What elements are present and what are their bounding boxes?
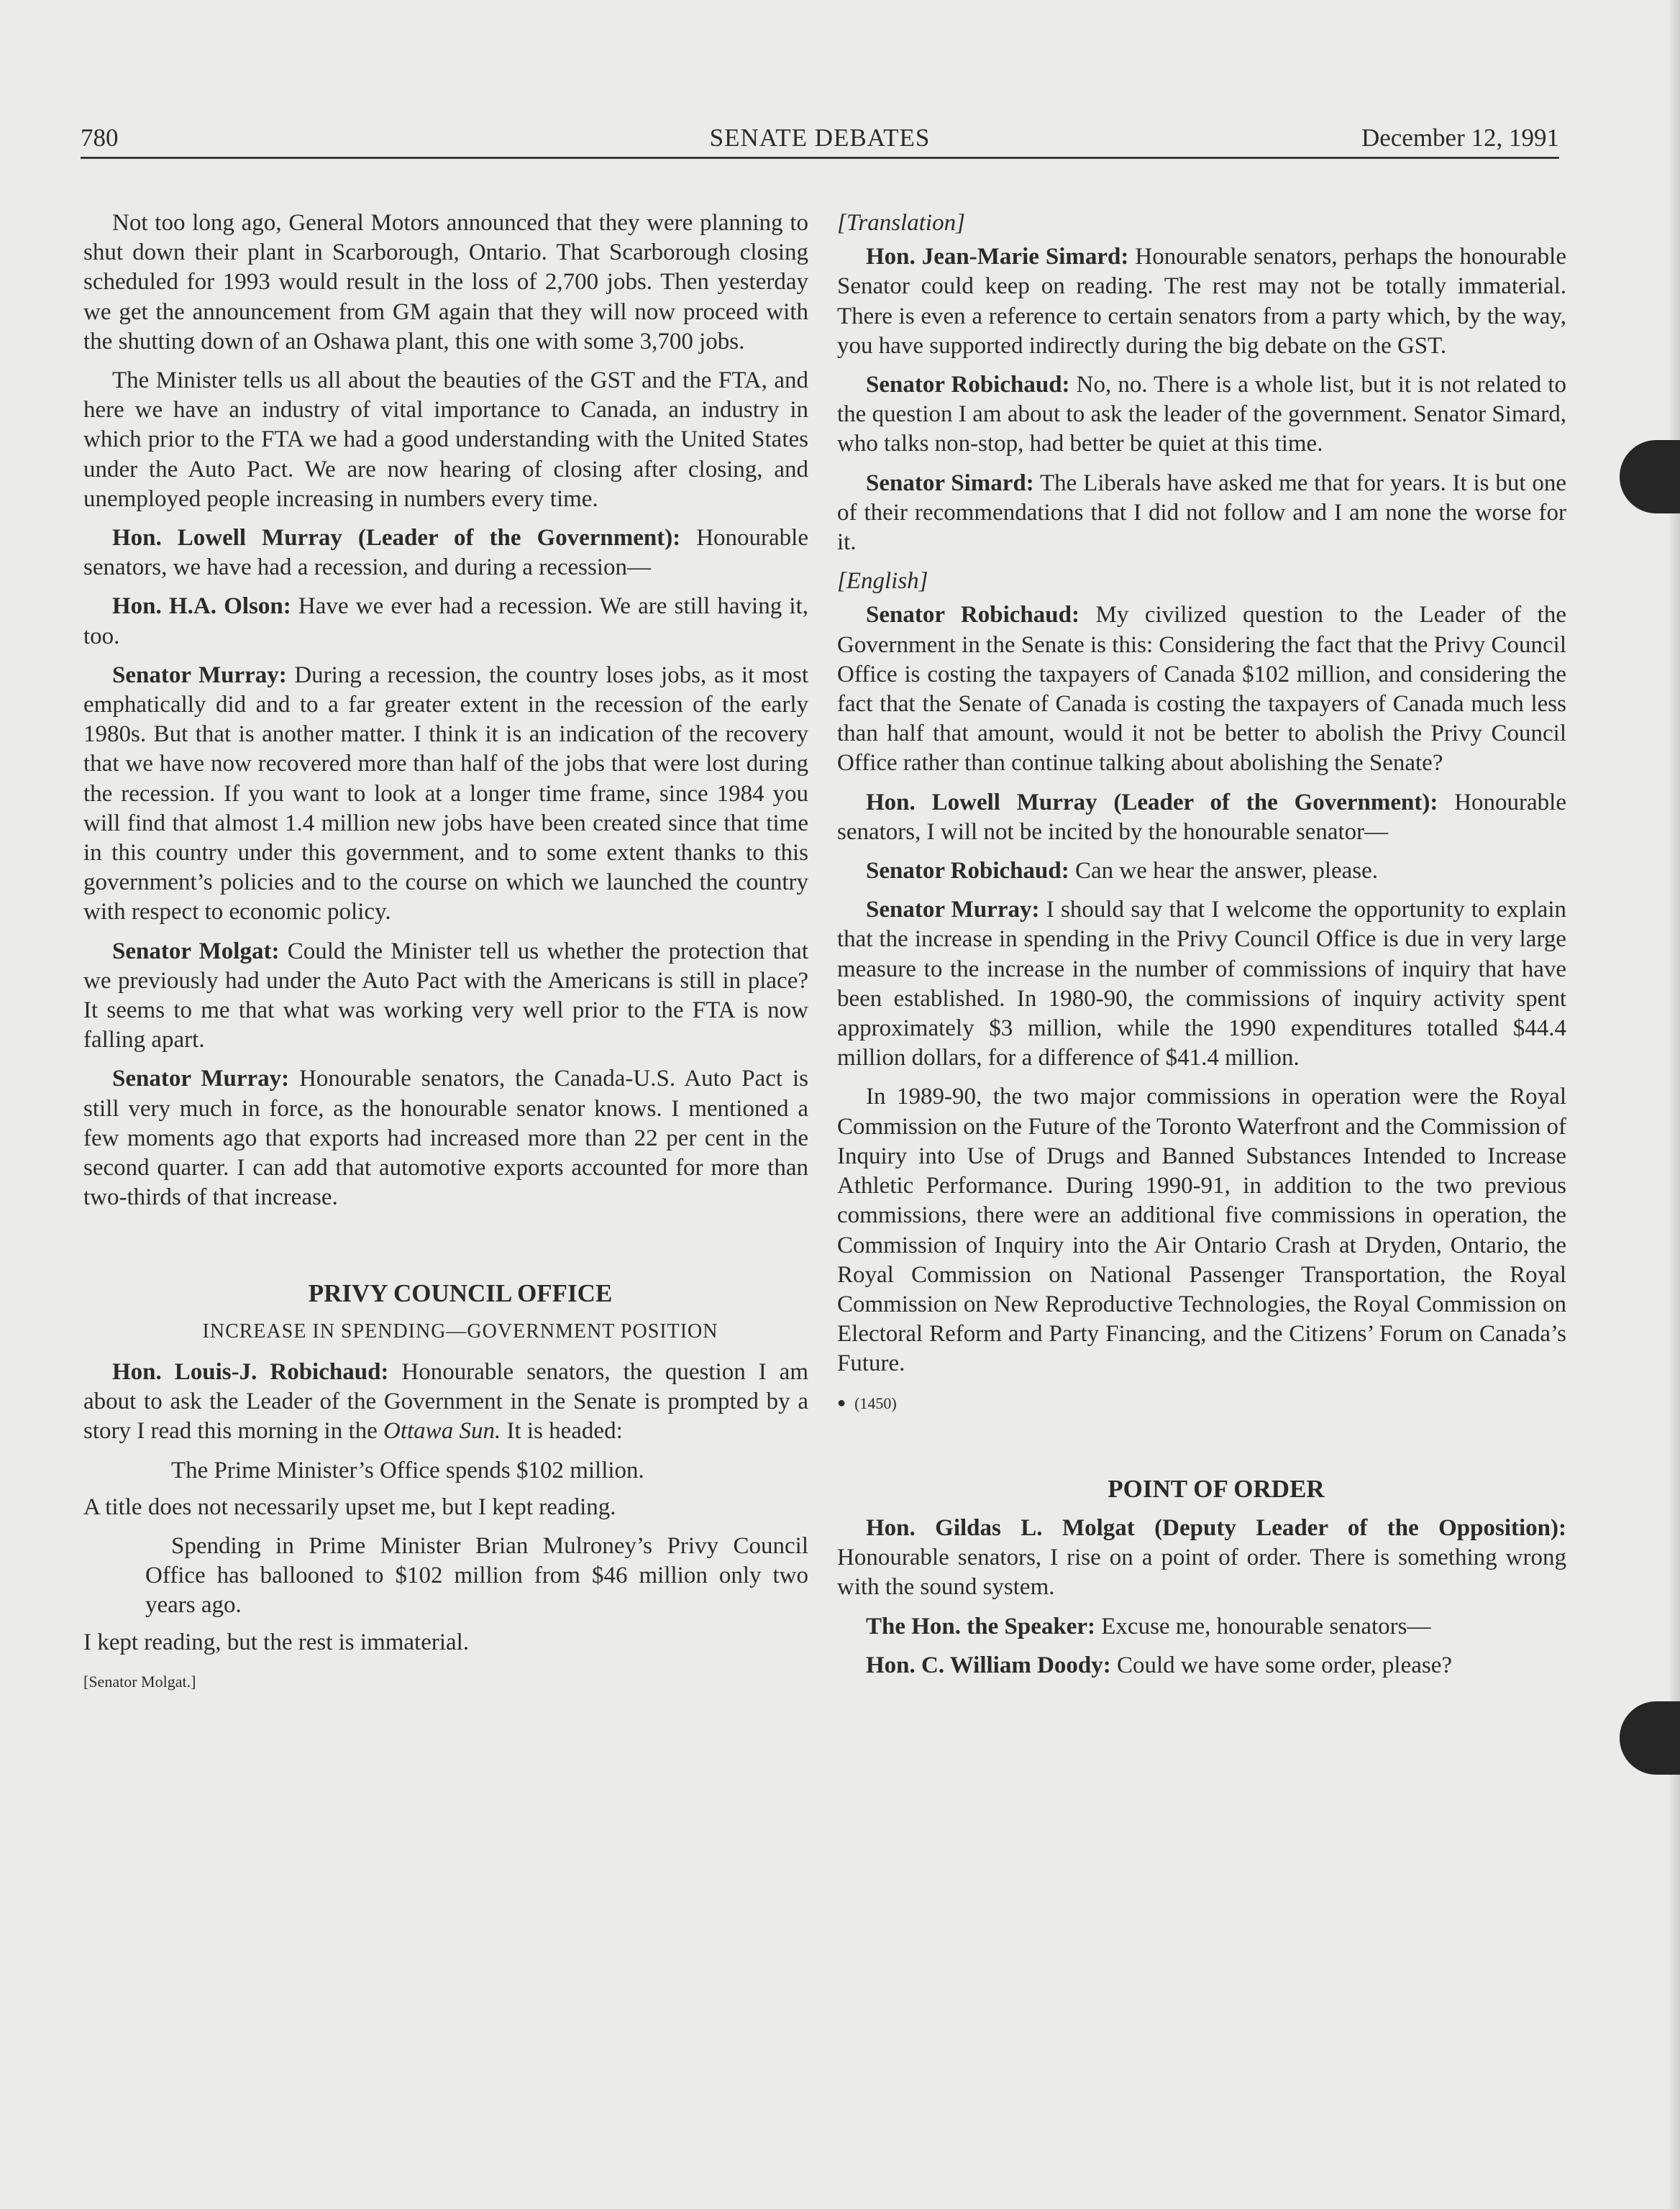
speech bbox=[83, 661, 808, 928]
speech bbox=[837, 469, 1566, 558]
speech-text: I should say that I welcome the opportunity to explain that the increase in spending in the Privy Council Office is due in very large measure to the increase in the number of commissions of inquiry that have been established. In 1980-90, the commissions of inquiry activity spent approximately $3 million, while the 1990 expenditures totalled $44.4 million dollars, for a difference of $41.4 million. bbox=[837, 897, 1566, 1071]
speech bbox=[837, 1651, 1566, 1680]
speaker-name: Hon. C. William Doody: bbox=[866, 1652, 1111, 1678]
paragraph: I kept reading, but the rest is immaterial. bbox=[83, 1629, 470, 1655]
speech bbox=[837, 1514, 1566, 1603]
speaker-name: Hon. Jean-Marie Simard: bbox=[866, 244, 1129, 270]
speech bbox=[83, 1358, 808, 1447]
speech bbox=[837, 856, 1566, 886]
punch-hole-bottom bbox=[1620, 1701, 1680, 1775]
speaker-name: Senator Robichaud: bbox=[866, 372, 1070, 398]
speech-text: Honourable senators, perhaps the honourable Senator could keep on reading. The rest may not be totally immaterial. There is even a reference to certain senators from a party which, by the way, you have supported indirectly during the big debate on the GST. bbox=[837, 244, 1566, 359]
publication-title: SENATE DEBATES bbox=[709, 124, 931, 152]
speech-text: Honourable senators, we have had a recession, and during a recession— bbox=[83, 525, 808, 581]
speech bbox=[837, 242, 1566, 361]
speech-text: Honourable senators, the question I am about to ask the Leader of the Government in the Senate is prompted by a story I read this morning in the bbox=[83, 1358, 808, 1445]
page-attribution: [Senator Molgat.] bbox=[83, 1672, 196, 1691]
speaker-name: Hon. H.A. Olson: bbox=[112, 593, 291, 620]
timestamp-text: (1450) bbox=[854, 1394, 897, 1412]
speaker-name: Senator Murray: bbox=[112, 662, 287, 688]
speech bbox=[837, 895, 1566, 1073]
block-quote: Spending in Prime Minister Brian Mulroney’s Privy Council Office has ballooned to $102 million from $46 million only two years ago. bbox=[145, 1532, 808, 1619]
section-heading: POINT OF ORDER bbox=[1108, 1474, 1325, 1503]
speaker-name: Senator Murray: bbox=[112, 1066, 290, 1092]
speech-text: Can we hear the answer, please. bbox=[1069, 858, 1379, 884]
speech bbox=[837, 600, 1566, 778]
timestamp bbox=[837, 1389, 1566, 1418]
page-number: 780 bbox=[81, 124, 119, 152]
page-date: December 12, 1991 bbox=[1361, 124, 1559, 152]
speech-text: Honourable senators, I rise on a point of order. There is something wrong with the sound system. bbox=[837, 1545, 1566, 1601]
speech-text: The Liberals have asked me that for years. It is but one of their recommendations that I did not follow and I am none the worse for it. bbox=[837, 470, 1566, 556]
paragraph: A title does not necessarily upset me, but I kept reading. bbox=[83, 1494, 616, 1520]
speech bbox=[837, 1612, 1566, 1642]
speaker-name: Senator Murray: bbox=[866, 897, 1040, 923]
speech-text: Honourable senators, the Canada-U.S. Auto Pact is still very much in force, as the honourable senator knows. I mentioned a few moments ago that exports had increased more than 22 per cent in the second quarter. I can add that automotive exports accounted for more than two-thirds of that increase. bbox=[83, 1066, 808, 1211]
speech bbox=[837, 788, 1566, 847]
speaker-name: Senator Simard: bbox=[866, 470, 1034, 496]
bullet-icon: ● bbox=[837, 1394, 846, 1411]
speech bbox=[837, 370, 1566, 459]
speech-text: Could the Minister tell us whether the protection that we previously had under the Auto Pact with the Americans is still in place? It seems to me that what was working very well prior to the FTA is now falling apart. bbox=[83, 938, 809, 1053]
page-edge bbox=[1670, 0, 1680, 2209]
left-column bbox=[83, 209, 808, 1696]
speaker-name: Hon. Lowell Murray (Leader of the Government): bbox=[112, 525, 681, 552]
section-subheading: INCREASE IN SPENDING—GOVERNMENT POSITION bbox=[202, 1320, 718, 1343]
speech-text: During a recession, the country loses jobs, as it most emphatically did and to a far greater extent in the recession of the early 1980s. But that is another matter. I think it is an indication of the recovery that we have now recovered more than half of the jobs that were lost during the recession. If you want to look at a longer time frame, since 1984 you will find that almost 1.4 million new jobs have been created since that time in this country under this government, and to some extent thanks to this government’s policies and to the course on which we launched the country with respect to economic policy. bbox=[83, 662, 808, 925]
speech-text: My civilized question to the Leader of the Government in the Senate is this: Considering the fact that the Privy Council Office is costing the taxpayers of Canada $102 million, and considering the fact that the Senate of Canada is costing the taxpayers of Canada much less than half that amount, would it not be better to abolish the Privy Council Office rather than continue talking about abolishing the Senate? bbox=[837, 602, 1566, 777]
paragraph: In 1989-90, the two major commissions in operation were the Royal Commission on the Future of the Toronto Waterfront and the Commission of Inquiry into Use of Drugs and Banned Substances Intended to Increase Athletic Performance. During 1990-91, in addition to the two previous commissions, there were an additional five commissions in operation, the Commission of Inquiry into the Air Ontario Crash at Dryden, Ontario, the Royal Commission on National Passenger Transportation, the Royal Commission on New Reproductive Technologies, the Royal Commission on Electoral Reform and Party Financing, and the Citizens’ Forum on Canada’s Future. bbox=[837, 1084, 1566, 1377]
block-quote: The Prime Minister’s Office spends $102 million. bbox=[171, 1457, 644, 1483]
speech-text: Excuse me, honourable senators— bbox=[1095, 1613, 1431, 1639]
speaker-name: Senator Robichaud: bbox=[866, 602, 1079, 628]
speech bbox=[83, 1064, 808, 1212]
speech-text: It is headed: bbox=[501, 1418, 623, 1445]
speech bbox=[83, 592, 808, 651]
speech-text: Honourable senators, I will not be incited by the honourable senator— bbox=[837, 789, 1566, 845]
language-marker: [Translation] bbox=[837, 210, 965, 236]
speech-text: Have we ever had a recession. We are still having it, too. bbox=[83, 593, 808, 649]
paragraph: Not too long ago, General Motors announced that they were planning to shut down their plant in Scarborough, Ontario. That Scarborough closing scheduled for 1993 would result in the loss of 2,700 jobs. Then yesterday we get the announcement from GM again that they will now proceed with the shutting down of an Oshawa plant, this one with some 3,700 jobs. bbox=[83, 210, 808, 355]
speaker-name: Senator Robichaud: bbox=[866, 858, 1069, 884]
speech-text: Could we have some order, please? bbox=[1110, 1652, 1453, 1678]
speech bbox=[83, 523, 808, 582]
speaker-name: The Hon. the Speaker: bbox=[866, 1613, 1096, 1639]
section-heading: PRIVY COUNCIL OFFICE bbox=[308, 1279, 613, 1307]
paragraph: The Minister tells us all about the beauties of the GST and the FTA, and here we have an industry of vital importance to Canada, an industry in which prior to the FTA we had a good understanding with the United States under the Auto Pact. We are now hearing of closing after closing, and unemployed people increasing in numbers every time. bbox=[83, 367, 808, 512]
speaker-name: Hon. Louis-J. Robichaud: bbox=[112, 1358, 389, 1385]
speaker-name: Hon. Lowell Murray (Leader of the Government): bbox=[866, 789, 1438, 815]
right-column bbox=[837, 209, 1566, 1690]
newspaper-name: Ottawa Sun. bbox=[383, 1418, 501, 1445]
language-marker: [English] bbox=[837, 568, 928, 595]
punch-hole-top bbox=[1620, 440, 1680, 513]
speech bbox=[83, 937, 808, 1056]
speech-text: No, no. There is a whole list, but it is not related to the question I am about to ask the leader of the government. Senator Simard, who talks non-stop, had better be quiet at this time. bbox=[837, 372, 1566, 457]
speaker-name: Senator Molgat: bbox=[112, 938, 280, 964]
speaker-name: Hon. Gildas L. Molgat (Deputy Leader of the Opposition): bbox=[866, 1514, 1566, 1541]
page-header bbox=[81, 121, 1559, 159]
